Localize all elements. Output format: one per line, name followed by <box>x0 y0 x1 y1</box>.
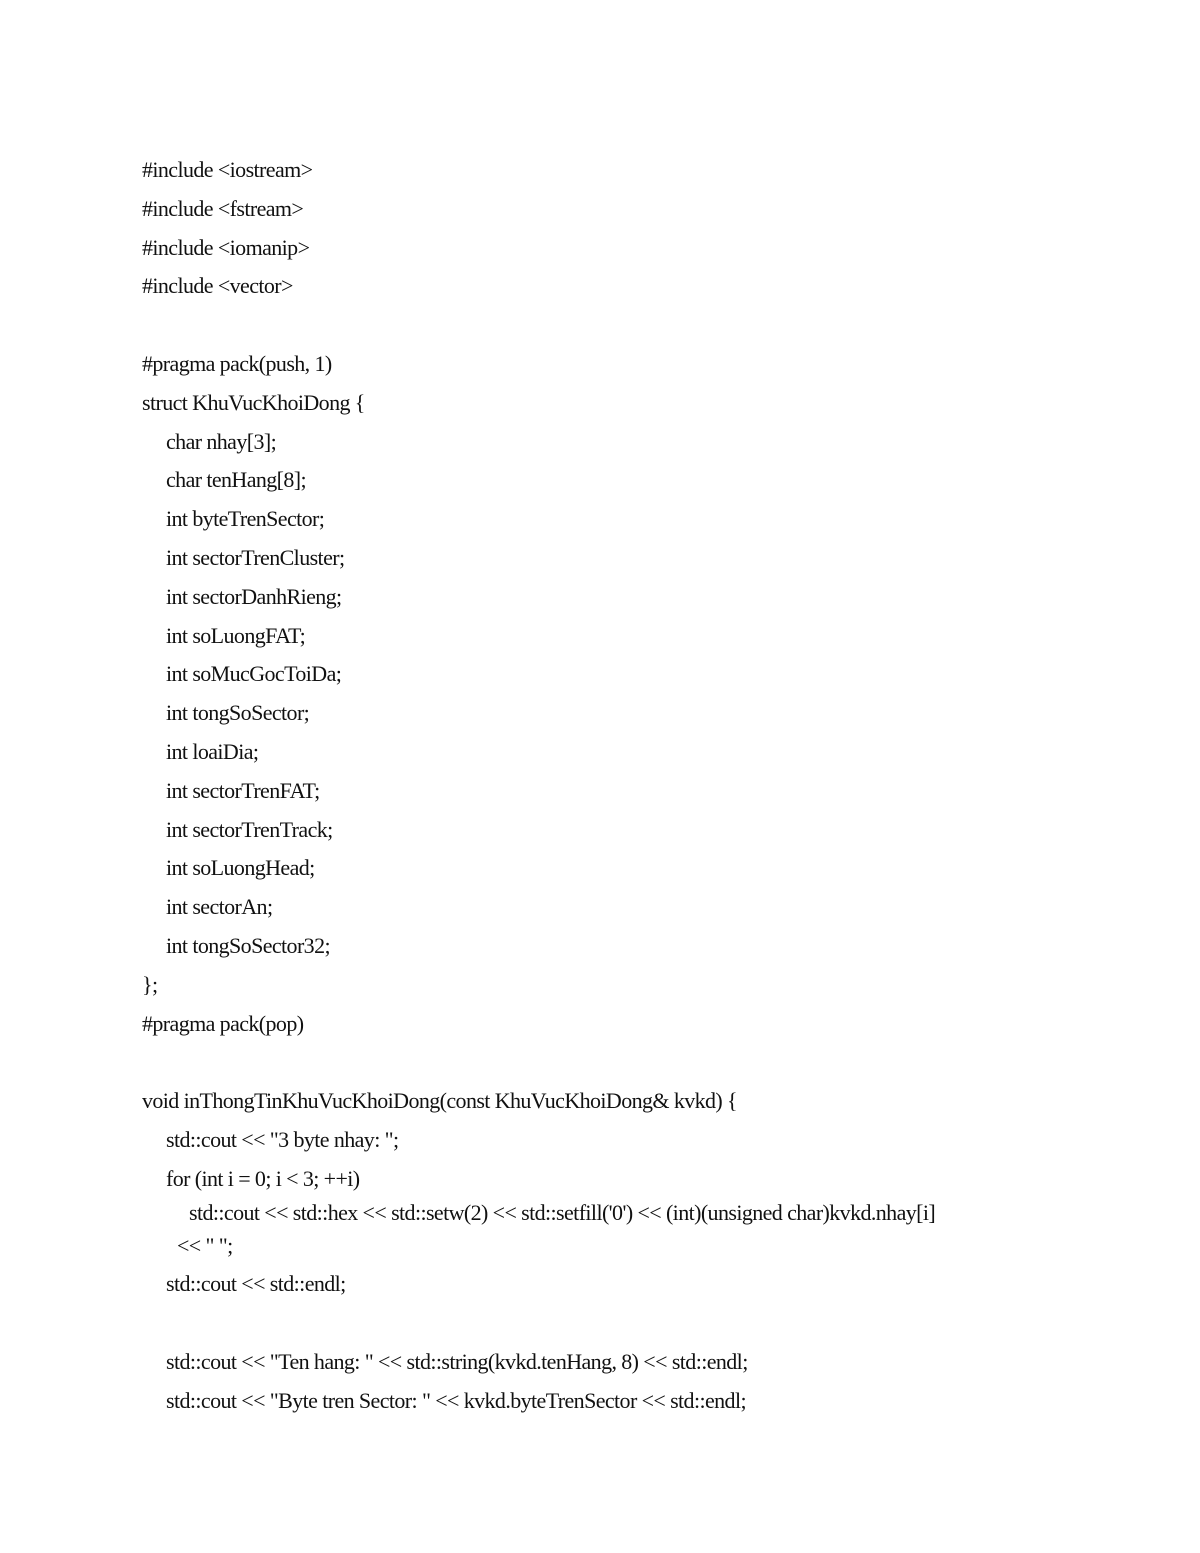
code-line: #pragma pack(pop) <box>142 1010 304 1036</box>
code-line: int tongSoSector32; <box>166 932 330 958</box>
code-line: #include <fstream> <box>142 195 304 221</box>
code-line: }; <box>142 971 158 997</box>
code-line: #include <iomanip> <box>142 234 310 260</box>
code-line: int soLuongHead; <box>166 855 315 881</box>
blank-line <box>142 306 1142 345</box>
code-line: std::cout << "Ten hang: " << std::string(kvkd.tenHang, 8) << std::endl; <box>166 1348 748 1374</box>
code-listing <box>142 151 1142 1421</box>
code-line: int sectorTrenFAT; <box>166 777 320 803</box>
code-line: int soLuongFAT; <box>166 622 306 648</box>
code-line: int sectorTrenCluster; <box>166 544 345 570</box>
blank-line <box>142 1043 1142 1082</box>
code-line: std::cout << std::hex << std::setw(2) << std::setfill('0') << (int)(unsigned char)kvkd.nhay[i] <box>189 1199 936 1225</box>
code-line: std::cout << "3 byte nhay: "; <box>166 1126 399 1152</box>
code-line: int sectorAn; <box>166 894 273 920</box>
blank-line <box>142 1304 1142 1343</box>
code-line: std::cout << "Byte tren Sector: " << kvkd.byteTrenSector << std::endl; <box>166 1387 746 1413</box>
code-line: #include <iostream> <box>142 157 313 182</box>
code-line: int sectorTrenTrack; <box>166 816 333 842</box>
code-line: int byteTrenSector; <box>166 506 325 532</box>
code-line: #pragma pack(push, 1) <box>142 350 332 376</box>
code-line: for (int i = 0; i < 3; ++i) <box>166 1165 360 1191</box>
code-line: int tongSoSector; <box>166 700 310 726</box>
code-line: char tenHang[8]; <box>166 467 307 493</box>
code-line: #include <vector> <box>142 273 293 299</box>
code-line: int sectorDanhRieng; <box>166 583 342 609</box>
code-line: int soMucGocToiDa; <box>166 661 342 687</box>
code-line: char nhay[3]; <box>166 428 277 454</box>
code-line: std::cout << std::endl; <box>166 1271 346 1297</box>
code-line: void inThongTinKhuVucKhoiDong(const KhuVucKhoiDong& kvkd) { <box>142 1088 738 1114</box>
code-line: << " "; <box>177 1232 233 1258</box>
code-line: int loaiDia; <box>166 738 259 764</box>
code-line: struct KhuVucKhoiDong { <box>142 389 365 415</box>
